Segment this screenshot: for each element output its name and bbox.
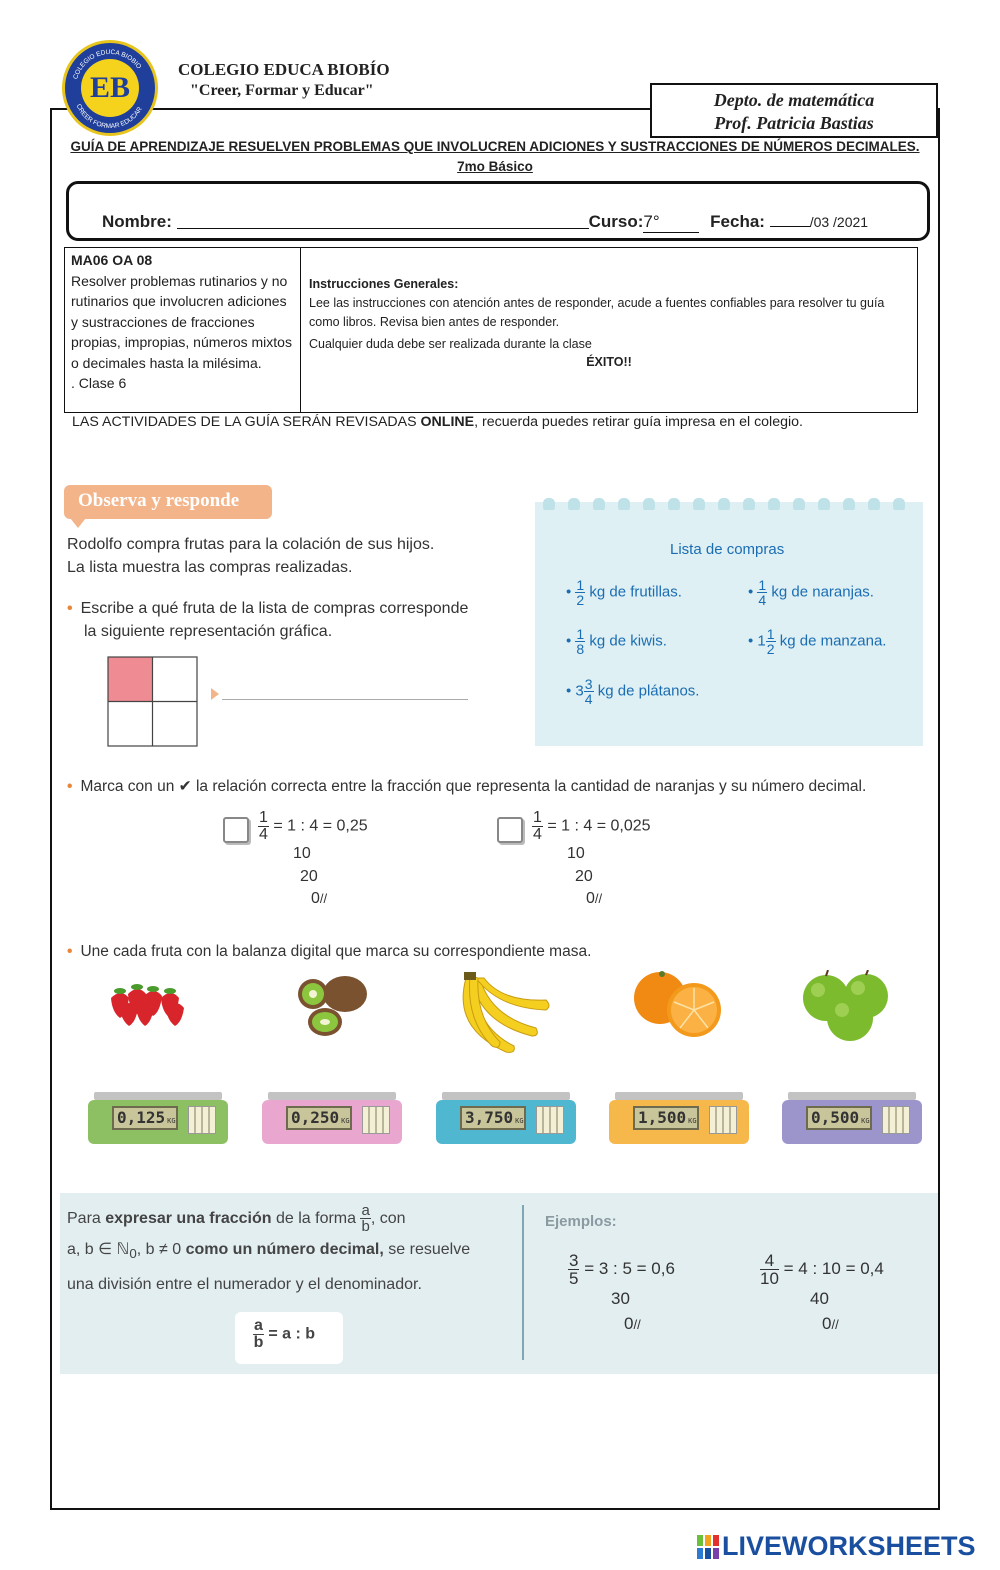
scale-unit: KG (167, 1117, 176, 1125)
item-den: 8 (576, 641, 585, 657)
question-2 (67, 775, 866, 798)
keypad-icon (362, 1106, 390, 1134)
online-notice-end: , recuerda puedes retirar guía impresa en el colegio. (474, 414, 803, 430)
item-whole: 1 (757, 632, 766, 650)
option-remainder-2: 20 (575, 868, 593, 885)
option-1-checkbox[interactable] (223, 817, 249, 843)
example-remainder-1: 40 (810, 1289, 829, 1308)
scale-unit: KG (341, 1117, 350, 1125)
date-label: Fecha: (710, 212, 765, 231)
option-remainder-2: 20 (300, 868, 318, 885)
shopping-item: • 1 $\frac{1}{2}$ kg de manzana. (748, 626, 887, 657)
guide-title: GUÍA DE APRENDIZAJE RESUELVEN PROBLEMAS QUE INVOLUCREN ADICIONES Y SUSTRACCIONES DE NÚMEROS DECIMALES. (70, 139, 920, 154)
text-sub: 0 (129, 1246, 137, 1262)
date-field[interactable] (770, 214, 868, 230)
shopping-list-title: Lista de compras (670, 541, 785, 558)
text-bold: expresar una fracción (105, 1210, 272, 1227)
strike-mark-icon: // (594, 891, 603, 906)
example-2 (760, 1252, 884, 1287)
objective-text: Resolver problemas rutinarios y no rutinarios que involucren adiciones y sustracciones de fracciones propias, impropias, números mixtos o decimales hasta la milésima. (71, 272, 292, 371)
example-remainder-2-value: 0 (822, 1314, 832, 1333)
online-notice-bold: ONLINE (420, 414, 475, 430)
formula (253, 1318, 315, 1351)
liveworksheets-logo-icon (697, 1535, 719, 1559)
option-remainder-3 (586, 890, 602, 908)
department-name: Depto. de matemática (713, 90, 875, 110)
option-den: 4 (533, 826, 542, 843)
name-label: Nombre: (102, 212, 172, 231)
item-num: 3 (584, 676, 593, 692)
scale-display (633, 1106, 699, 1130)
shopping-item: • $\frac{1}{8}$ kg de kiwis. (566, 626, 667, 657)
bullet-icon: • (67, 600, 73, 617)
logo-letters: EB (81, 59, 139, 117)
grid-shaded-cell (108, 657, 152, 701)
item-den: 2 (766, 641, 775, 657)
example-equation: = 4 : 10 = 0,4 (783, 1258, 884, 1278)
intro-text (67, 533, 434, 579)
bananas-image[interactable] (452, 972, 552, 1062)
course-label: Curso: (588, 212, 644, 231)
keypad-icon (882, 1106, 910, 1134)
answer-line-field[interactable] (222, 699, 468, 700)
frac-num: a (361, 1202, 370, 1220)
item-den: 4 (584, 691, 593, 707)
shopping-item: • $\frac{1}{4}$ kg de naranjas. (748, 577, 874, 608)
scale-value: 0,125 (117, 1108, 166, 1127)
scale-value: 0,250 (291, 1108, 340, 1127)
example-num: 3 (569, 1251, 579, 1270)
scale-unit: KG (861, 1117, 870, 1125)
question-3 (67, 940, 591, 963)
digital-scale[interactable] (782, 1092, 922, 1144)
shopping-item: • 3 $\frac{3}{4}$ kg de plátanos. (566, 676, 700, 707)
item-text: kg de manzana. (779, 632, 887, 650)
logo-ring-top-text: COLEGIO EDUCA BIOBIO (72, 48, 143, 81)
formula-num: a (254, 1317, 263, 1334)
option-remainder-3 (311, 890, 327, 908)
option-2 (532, 810, 651, 843)
example-equation: = 3 : 5 = 0,6 (584, 1258, 675, 1278)
instructions-text: Lee las instrucciones con atención antes de responder, acude a fuentes confiables para resolver tu guía como libros. Revisa bien antes de responder. (309, 296, 885, 329)
explanation-line-3: una división entre el numerador y el denominador. (67, 1276, 422, 1294)
option-equation: = 1 : 4 = 0,25 (273, 817, 368, 835)
footer-brand[interactable]: LIVEWORKSHEETS (722, 1531, 976, 1561)
question-1-line-2: la siguiente representación gráfica. (84, 623, 333, 640)
section-tag: Observa y responde (64, 485, 272, 519)
formula-den: b (253, 1334, 264, 1351)
text-run: de la forma (271, 1210, 361, 1227)
example-remainder-2 (822, 1314, 839, 1334)
item-num: 1 (766, 626, 775, 642)
digital-scale[interactable] (262, 1092, 402, 1144)
name-field[interactable] (177, 228, 589, 229)
course-value: 7° (643, 212, 660, 231)
item-den: 2 (576, 592, 585, 608)
explanation-line-1 (67, 1203, 470, 1234)
school-motto: "Creer, Formar y Educar" (190, 82, 374, 99)
online-notice (72, 414, 803, 430)
strawberries-image[interactable] (106, 980, 192, 1030)
question-1 (67, 597, 468, 643)
logo-ring-bottom-text: CREER FORMAR EDUCAR (74, 103, 144, 131)
digital-scale[interactable] (609, 1092, 749, 1144)
item-num: 1 (758, 577, 767, 593)
digital-scale[interactable] (88, 1092, 228, 1144)
objectives-table (64, 247, 918, 413)
apples-image[interactable] (800, 970, 892, 1042)
option-remainder-1: 10 (293, 845, 311, 862)
shopping-item: • $\frac{1}{2}$ kg de frutillas. (566, 577, 682, 608)
formula-box (235, 1312, 343, 1364)
option-remainder-3-value: 0 (311, 890, 320, 907)
scale-display (112, 1106, 178, 1130)
example-den: 10 (760, 1269, 779, 1288)
strike-mark-icon: // (831, 1317, 839, 1332)
formula-eq: = a : b (268, 1325, 316, 1343)
example-remainder-1: 30 (611, 1289, 630, 1308)
option-equation: = 1 : 4 = 0,025 (547, 817, 651, 835)
text-run: Para (67, 1210, 106, 1227)
item-text: kg de frutillas. (589, 583, 682, 601)
scale-value: 1,500 (638, 1108, 687, 1127)
question-2-text: Marca con un ✔ la relación correcta entre la fracción que representa la cantidad de naranjas y su número decimal. (80, 778, 867, 795)
instructions-cell (301, 248, 917, 412)
bullet-icon: • (67, 943, 73, 960)
option-num: 1 (259, 809, 268, 826)
option-remainder-3-value: 0 (586, 890, 595, 907)
example-1 (568, 1252, 675, 1287)
intro-line-2: La lista muestra las compras realizadas. (67, 559, 353, 576)
student-info-row (102, 212, 868, 233)
text-run: se resuelve (383, 1241, 471, 1259)
example-num: 4 (760, 1252, 779, 1270)
online-notice-start: LAS ACTIVIDADES DE LA GUÍA SERÁN REVISADAS (72, 414, 421, 430)
scale-display (286, 1106, 352, 1130)
text-bold: como un número decimal, (185, 1241, 384, 1259)
item-text: kg de naranjas. (771, 583, 874, 601)
item-num: 1 (576, 577, 585, 593)
success-text: ÉXITO!! (586, 355, 632, 369)
example-den: 5 (569, 1269, 579, 1288)
scale-value: 3,750 (465, 1108, 514, 1127)
question-3-text: Une cada fruta con la balanza digital que marca su correspondiente masa. (80, 943, 592, 960)
examples-label: Ejemplos: (545, 1213, 617, 1230)
teacher-name: Prof. Patricia Bastias (714, 113, 874, 133)
explanation-text (67, 1203, 470, 1300)
item-whole: 3 (575, 682, 584, 700)
grade-level: 7mo Básico (457, 159, 533, 174)
class-number: . Clase 6 (71, 375, 127, 391)
example-remainder-2 (624, 1314, 641, 1334)
department-box (650, 83, 938, 138)
oranges-image[interactable] (632, 968, 724, 1040)
answer-arrow-icon (211, 688, 219, 700)
scale-display (460, 1106, 526, 1130)
item-text: kg de plátanos. (597, 682, 700, 700)
frac-den: b (361, 1218, 370, 1236)
keypad-icon (709, 1106, 737, 1134)
objective-code: MA06 OA 08 (71, 252, 153, 268)
explanation-divider (522, 1205, 524, 1360)
scale-unit: KG (688, 1117, 697, 1125)
example-remainder-2-value: 0 (624, 1314, 634, 1333)
option-1 (258, 810, 368, 843)
text-run: a, b ∈ ℕ (67, 1241, 130, 1259)
objective-cell (65, 248, 301, 412)
option-den: 4 (259, 826, 268, 843)
instructions-heading: Instrucciones Generales: (309, 277, 459, 291)
keypad-icon (188, 1106, 216, 1134)
intro-line-1: Rodolfo compra frutas para la colación de sus hijos. (67, 536, 435, 553)
bullet-icon: • (67, 778, 73, 795)
school-logo (62, 40, 158, 136)
strike-mark-icon: // (633, 1317, 641, 1332)
explanation-line-2 (67, 1234, 470, 1269)
kiwis-image[interactable] (293, 972, 373, 1040)
item-text: kg de kiwis. (589, 632, 667, 650)
option-remainder-1: 10 (567, 845, 585, 862)
digital-scale[interactable] (436, 1092, 576, 1144)
date-value: /03 /2021 (809, 214, 869, 230)
item-num: 1 (576, 626, 585, 642)
keypad-icon (536, 1106, 564, 1134)
fraction-grid (107, 656, 199, 748)
text-run: , b ≠ 0 (136, 1241, 186, 1259)
scale-display (806, 1106, 872, 1130)
option-num: 1 (533, 809, 542, 826)
scale-value: 0,500 (811, 1108, 860, 1127)
instructions-doubts: Cualquier duda debe ser realizada durante la clase (309, 337, 592, 351)
course-field[interactable] (643, 212, 699, 233)
question-1-line-1: Escribe a qué fruta de la lista de compras corresponde (80, 600, 469, 617)
strike-mark-icon: // (319, 891, 328, 906)
school-name: COLEGIO EDUCA BIOBÍO (178, 60, 390, 79)
text-run: , con (370, 1210, 406, 1227)
item-den: 4 (758, 592, 767, 608)
scale-unit: KG (515, 1117, 524, 1125)
option-2-checkbox[interactable] (497, 817, 523, 843)
